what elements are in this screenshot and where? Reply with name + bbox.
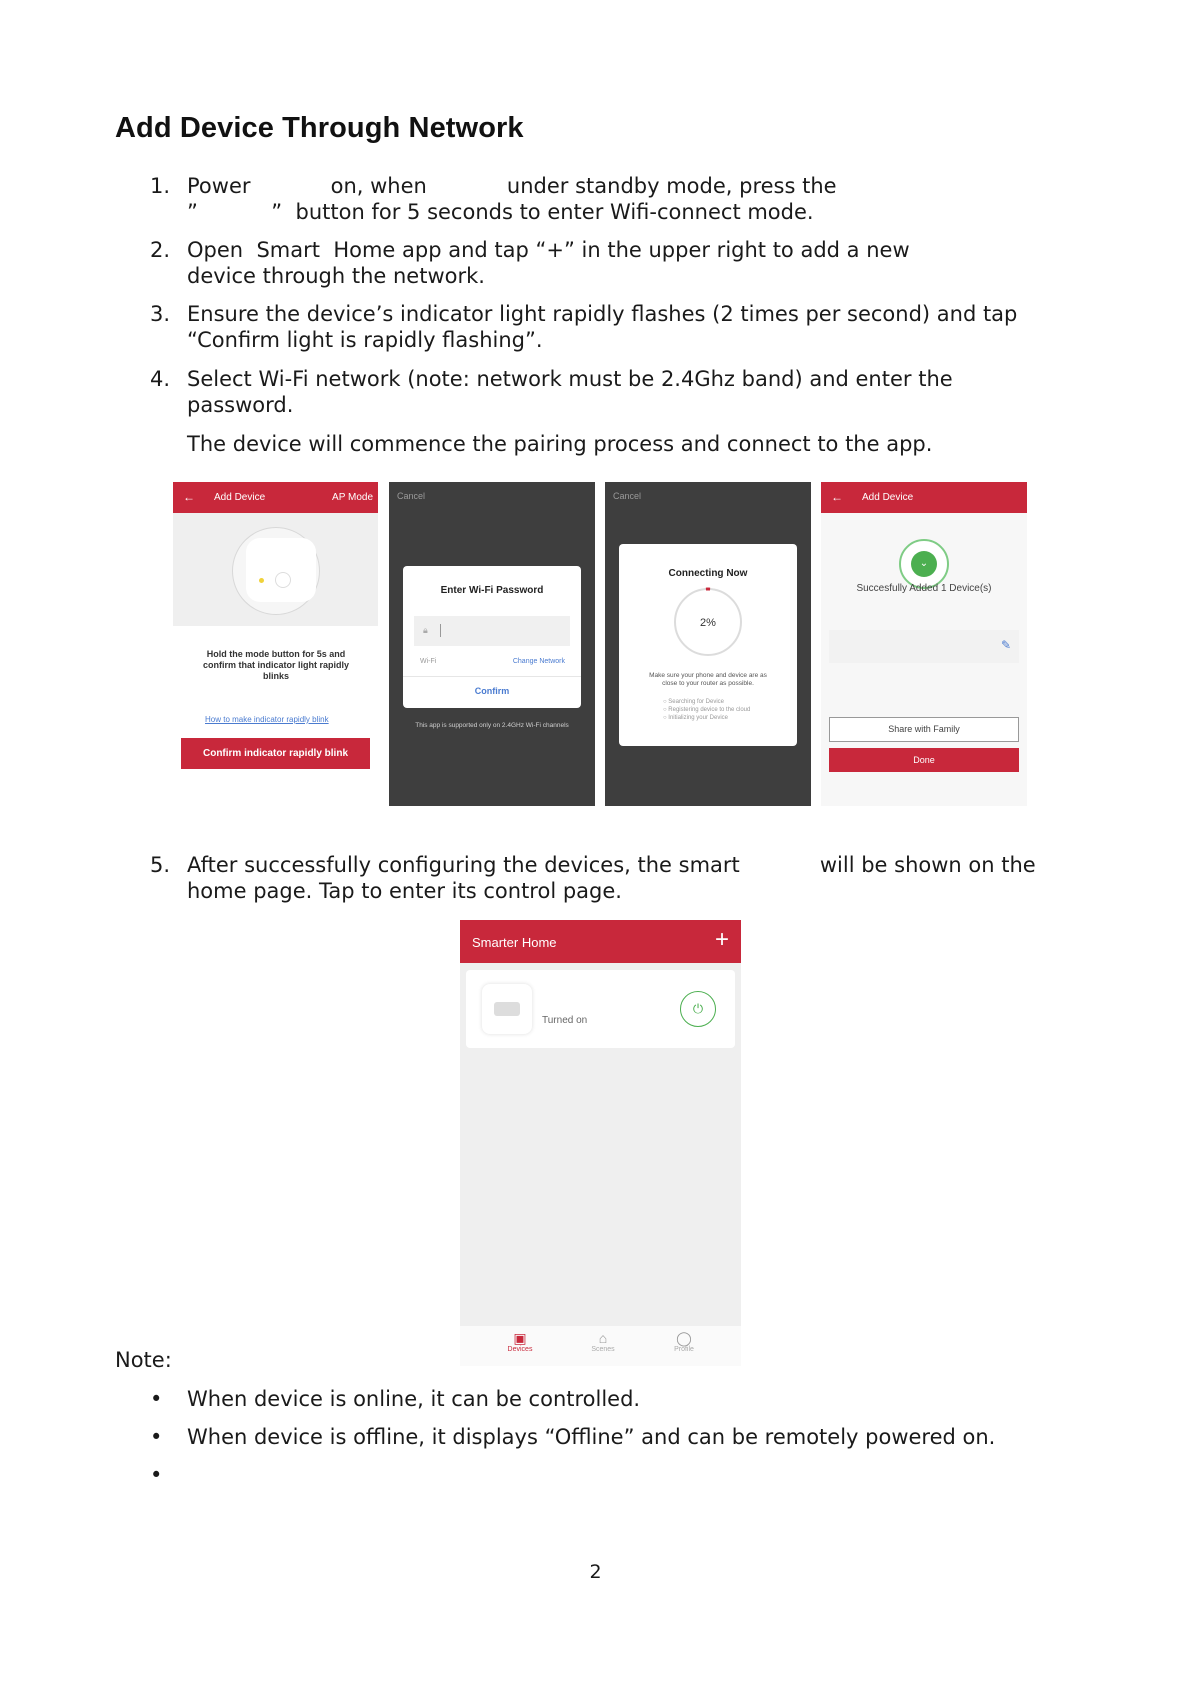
screenshot-device-added <box>821 482 1027 806</box>
step-number: 3. <box>150 302 171 326</box>
help-link[interactable]: How to make indicator rapidly blink <box>205 715 329 724</box>
confirm-blink-button[interactable]: Confirm indicator rapidly blink <box>181 738 370 769</box>
device-name-field[interactable] <box>829 630 1019 663</box>
header-bar <box>173 482 378 513</box>
wifi-dialog <box>403 566 581 708</box>
tab-label: Scenes <box>591 1346 615 1353</box>
screenshot-wifi-password <box>389 482 595 806</box>
screenshot-connecting <box>605 482 811 806</box>
home-header-bar <box>460 920 741 963</box>
share-family-button[interactable]: Share with Family <box>829 717 1019 742</box>
done-button[interactable]: Done <box>829 748 1019 772</box>
step-text-cont: device through the network. <box>187 264 485 288</box>
home-icon: ⌂ <box>598 1330 608 1346</box>
connecting-title: Connecting Now <box>668 568 748 579</box>
bottom-tab-bar <box>460 1326 741 1366</box>
step-item: ○ Initializing your Device <box>663 715 728 721</box>
wifi-check-icon: ⌄ <box>911 551 937 577</box>
bullet-text: When device is offline, it displays “Offline” and can be remotely powered on. <box>187 1425 996 1449</box>
progress-text: 2% <box>700 617 716 629</box>
step-number: 2. <box>150 238 171 262</box>
indicator-light-icon <box>259 578 264 583</box>
tab-devices[interactable] <box>490 1330 550 1353</box>
step-text-cont: “Confirm light is rapidly flashing”. <box>187 328 543 352</box>
bullet-dot: • <box>150 1425 163 1449</box>
step-text: Open Smart Home app and tap “+” in the upper right to add a new <box>187 238 910 262</box>
page-title: Add Device Through Network <box>115 112 524 144</box>
back-arrow-icon[interactable]: ← <box>183 490 195 504</box>
confirm-button[interactable]: Confirm <box>474 686 510 696</box>
step-text: Ensure the device’s indicator light rapidly flashes (2 times per second) and tap <box>187 302 1018 326</box>
screenshot-home <box>460 920 741 1365</box>
ap-mode-link[interactable]: AP Mode <box>332 492 373 503</box>
success-ring <box>899 539 949 589</box>
bullet-dot: • <box>150 1387 163 1411</box>
step-item: ○ Registering device to the cloud <box>663 707 751 713</box>
success-message: Succesfully Added 1 Device(s) <box>856 583 992 594</box>
step-number: 5. <box>150 853 171 877</box>
tab-scenes[interactable] <box>573 1330 633 1353</box>
device-card[interactable] <box>466 970 735 1048</box>
power-button-icon <box>275 572 291 588</box>
connection-steps <box>663 698 750 722</box>
back-arrow-icon[interactable]: ← <box>831 490 843 504</box>
wifi-label: Wi-Fi <box>420 658 437 665</box>
power-toggle-icon[interactable]: ⏻ <box>680 991 716 1027</box>
tab-label: Devices <box>507 1346 533 1353</box>
bullet-dot: • <box>150 1463 163 1487</box>
step-number: 1. <box>150 174 171 198</box>
step-number: 4. <box>150 367 171 391</box>
band-footnote: This app is supported only on 2.4GHz Wi-Fi channels <box>415 722 569 729</box>
page-number: 2 <box>589 1561 602 1583</box>
lock-icon: 🔒︎ <box>423 625 428 635</box>
change-network-link[interactable]: Change Network <box>512 658 565 665</box>
instruction-text: Hold the mode button for 5s and confirm that indicator light rapidly blinks <box>202 649 349 681</box>
password-input[interactable] <box>414 616 570 646</box>
header-title: Add Device <box>214 492 266 503</box>
device-status: Turned on <box>542 1015 588 1026</box>
illustration-circle <box>232 527 320 615</box>
add-device-icon[interactable]: + <box>714 926 729 953</box>
cancel-link[interactable]: Cancel <box>613 491 642 501</box>
cancel-link[interactable]: Cancel <box>397 491 426 501</box>
proximity-hint: Make sure your phone and device are as close to your router as possible. <box>649 672 767 687</box>
divider <box>403 676 581 677</box>
note-label: Note: <box>115 1348 172 1372</box>
step-item: ○ Searching for Device <box>663 699 724 705</box>
dialog-title: Enter Wi-Fi Password <box>440 585 544 596</box>
step-text: Select Wi-Fi network (note: network must be 2.4Ghz band) and enter the <box>187 367 953 391</box>
tab-label: Profile <box>674 1346 694 1353</box>
connecting-card <box>619 544 797 746</box>
screenshot-add-device <box>173 482 378 806</box>
bullet-text: When device is online, it can be controlled. <box>187 1387 641 1411</box>
pairing-note: The device will commence the pairing process and connect to the app. <box>187 432 933 456</box>
tab-profile[interactable] <box>654 1330 714 1353</box>
plug-icon <box>494 1002 520 1016</box>
header-title: Add Device <box>862 492 914 503</box>
step-text: Power on, when under standby mode, press the <box>187 174 837 198</box>
device-illustration <box>173 513 378 626</box>
profile-icon: ◯ <box>676 1330 692 1346</box>
device-plug-icon <box>246 538 316 602</box>
home-title: Smarter Home <box>472 935 557 950</box>
edit-pencil-icon[interactable]: ✎ <box>1000 638 1011 652</box>
step-text-cont: ” ” button for 5 seconds to enter Wifi-connect mode. <box>187 200 814 224</box>
step-text-cont: home page. Tap to enter its control page. <box>187 879 622 903</box>
step-text: After successfully configuring the devices, the smart will be shown on the <box>187 853 1036 877</box>
header-bar <box>821 482 1027 513</box>
text-cursor <box>440 624 441 637</box>
device-thumbnail <box>482 984 532 1034</box>
grid-icon: ▣ <box>513 1330 527 1346</box>
step-text-cont: password. <box>187 393 294 417</box>
